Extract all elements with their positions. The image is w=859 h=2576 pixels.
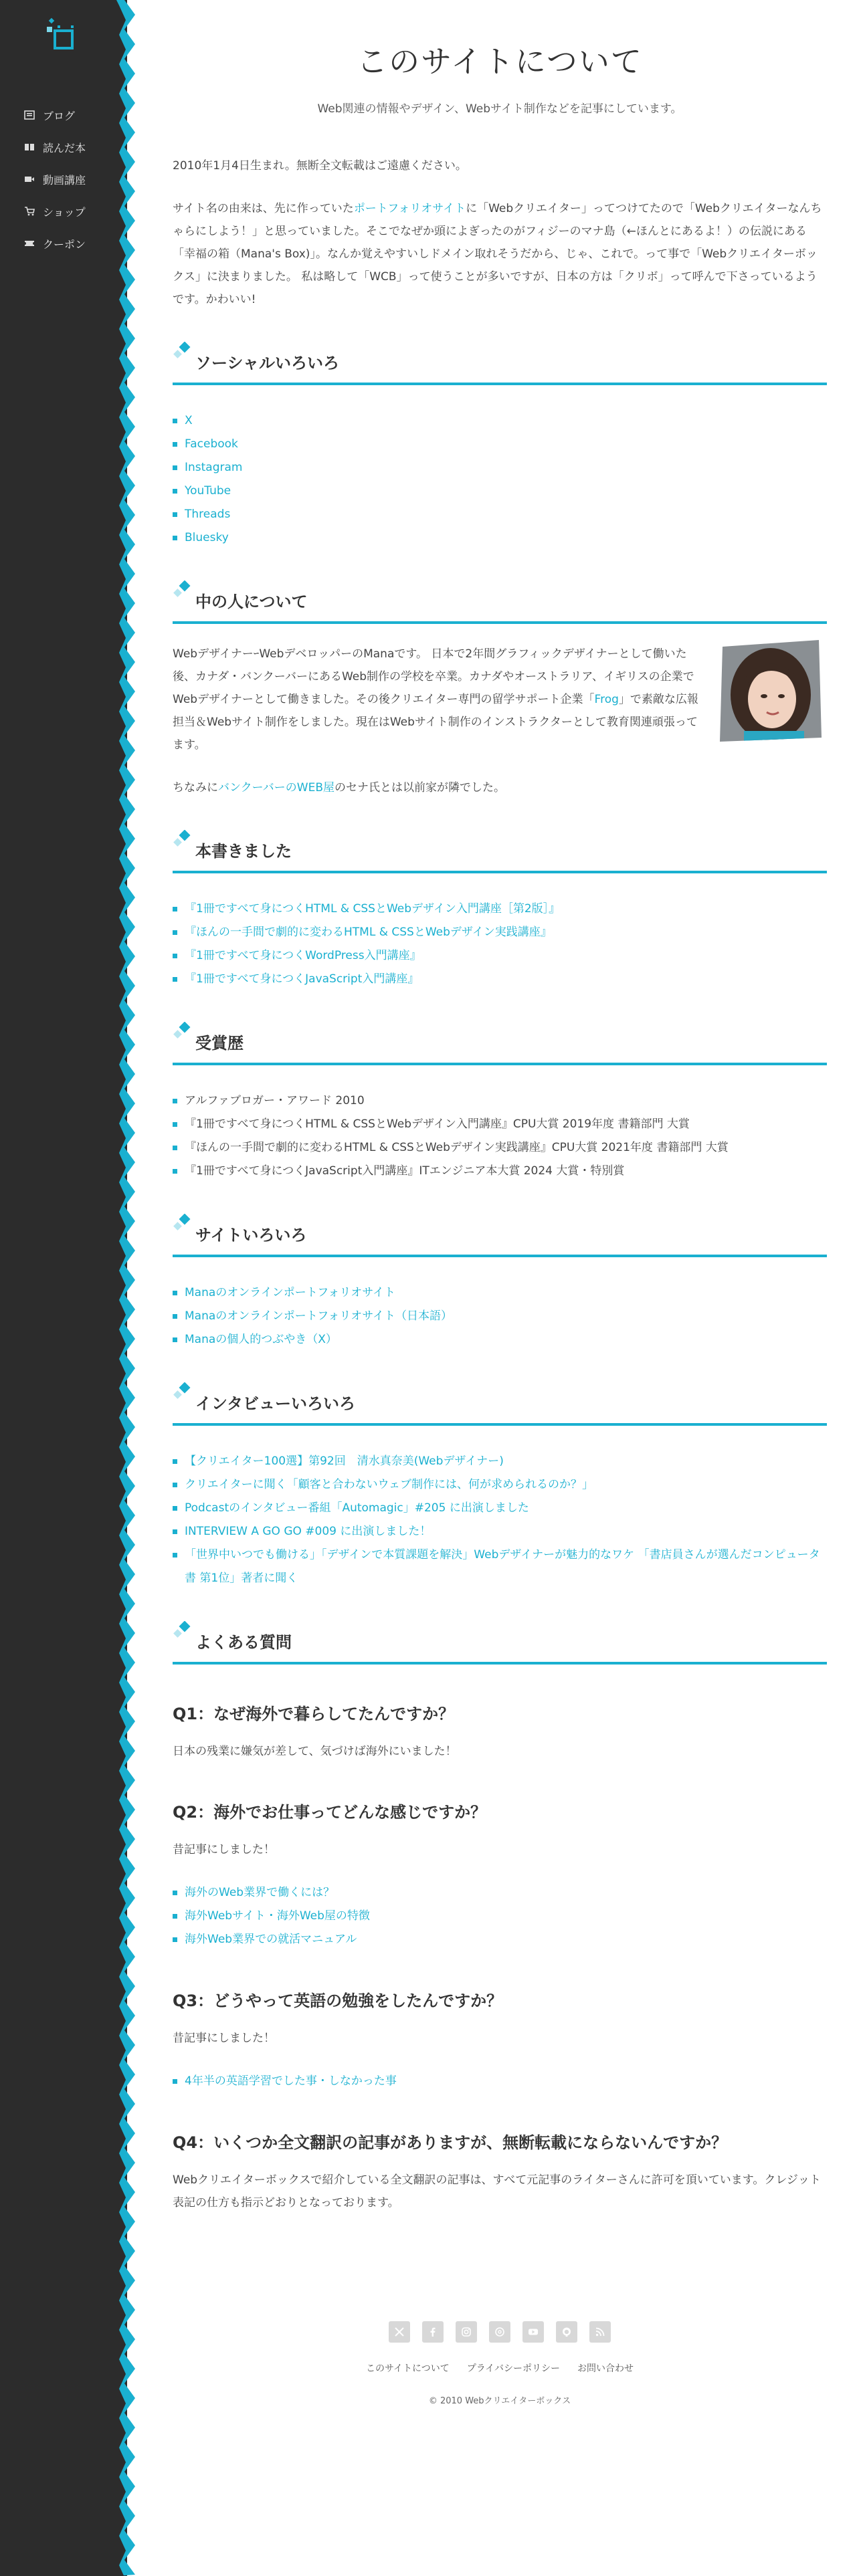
footer-link-about[interactable]: このサイトについて (365, 2363, 450, 2374)
list-item (173, 1281, 827, 1305)
avatar (717, 637, 824, 744)
list-item: 『1冊ですべて身につくHTML & CSSとWebデザイン入門講座』CPU大賞 2019年度 書籍部門 大賞 (173, 1113, 827, 1136)
footer-social-icons (173, 2321, 827, 2343)
page-subtitle: Web関連の情報やデザイン、Webサイト制作などを記事にしています。 (317, 102, 682, 116)
nav-label: クーポン (43, 237, 86, 251)
interview-link[interactable]: 「世界中いつでも働ける」「デザインで本質課題を解決」Webデザイナーが魅力的なワケ 「書店員さんが選んだコンピュータ書 第1位」著者に聞く (185, 1548, 820, 1585)
list-item (173, 897, 827, 921)
rss-icon[interactable] (589, 2321, 611, 2343)
diamond-deco-icon (173, 1214, 193, 1235)
intro-origin-text: サイト名の由来は、先に作っていた (173, 202, 354, 215)
faq-question-1: Q1：なぜ海外で暮らしてたんですか？ (173, 1705, 455, 1723)
list-item (173, 456, 827, 479)
diamond-deco-icon (173, 580, 193, 602)
diamond-deco-icon (173, 1022, 193, 1043)
section-heading-text: 本書きました (195, 842, 292, 861)
faq-link[interactable]: 4年半の英語学習でした事・しなかった事 (185, 2074, 397, 2088)
list-item (173, 1450, 827, 1473)
frog-link[interactable]: Frog (594, 693, 619, 706)
intro-origin (173, 197, 827, 311)
site-link[interactable]: Manaのオンラインポートフォリオサイト（日本語） (185, 1309, 453, 1323)
nav-label: 読んだ本 (43, 141, 86, 154)
diamond-deco-icon (173, 342, 193, 363)
faq-answer-1: 日本の残業に嫌気が差して、気づけば海外にいました！ (173, 1745, 457, 1758)
intro-birth: 2010年1月4日生まれ。無断全文転載はご遠慮ください。 (173, 159, 467, 173)
nav-item-coupon[interactable] (24, 227, 86, 259)
youtube-icon[interactable] (522, 2321, 544, 2343)
book-link[interactable]: 『ほんの一手間で劇的に変わるHTML & CSSとWebデザイン実践講座』 (185, 926, 552, 939)
faq-answer-3: 昔記事にしました！ (173, 2032, 275, 2045)
interview-link[interactable]: 【クリエイター100選】第92回 清水真奈美(Webデザイナー) (185, 1455, 504, 1468)
neighbor-text-part: のセナ氏とは以前家が隣でした。 (335, 781, 506, 794)
faq-answer-2: 昔記事にしました！ (173, 1843, 275, 1856)
list-item (173, 409, 827, 433)
footer-links (173, 2361, 827, 2375)
section-heading-text: ソーシャルいろいろ (195, 354, 340, 372)
list-item (173, 1305, 827, 1328)
list-item (173, 2070, 827, 2093)
list-item (173, 1328, 827, 1352)
faq-link[interactable]: 海外のWeb業界で働くには？ (185, 1886, 335, 1899)
books-list (173, 897, 827, 991)
list-item (173, 921, 827, 944)
vancouver-web-link[interactable]: バンクーバーのWEB屋 (218, 781, 335, 794)
faq-link[interactable]: 海外Web業界での就活マニュアル (185, 1933, 357, 1946)
faq-question-3: Q3：どうやって英語の勉強をしたんですか？ (173, 1992, 503, 2010)
nav-label: 動画講座 (43, 173, 86, 187)
social-list (173, 409, 827, 550)
interview-link[interactable]: INTERVIEW A GO GO #009 に出演しました！ (185, 1525, 432, 1538)
list-item (173, 433, 827, 456)
section-heading-about (173, 588, 827, 624)
footer (173, 2321, 827, 2406)
social-link-youtube[interactable]: YouTube (185, 484, 231, 498)
section-heading-sites (173, 1222, 827, 1257)
interview-link[interactable]: クリエイターに聞く「顧客と合わないウェブ制作には、何が求められるのか？」 (185, 1478, 593, 1491)
video-icon (24, 175, 40, 184)
section-heading-text: サイトいろいろ (195, 1226, 307, 1245)
footer-link-privacy[interactable]: プライバシーポリシー (466, 2363, 561, 2374)
facebook-icon[interactable] (422, 2321, 444, 2343)
section-heading-faq (173, 1629, 827, 1665)
nav-item-books[interactable] (24, 131, 86, 163)
site-link[interactable]: Manaの個人的つぶやき（X） (185, 1333, 337, 1346)
intro-origin-text: に「Webクリエイター」ってつけてたので「Webクリエイターなんちゃらにしよう！」と思っていました。そこでなぜか頭によぎったのがフィジーのマナ島（←ほんとにあるよ！）の伝説にある「幸福の箱（Mana's Box)」。なんか覚えやすいしドメイン取れそうだから、じゃ、これで。って事で「Webクリエイターボックス」に決まりました。 私は略して「WCB」って使うことが多いですが、日本の方は「クリボ」って呼んで下さっているようです。かわいい! (173, 202, 822, 306)
social-link-bluesky[interactable]: Bluesky (185, 531, 229, 544)
list-item: 『1冊ですべて身につくJavaScript入門講座』ITエンジニア本大賞 2024 大賞・特別賞 (173, 1160, 827, 1183)
list-item (173, 1928, 827, 1951)
site-link[interactable]: Manaのオンラインポートフォリオサイト (185, 1286, 396, 1299)
nav-label: ショップ (43, 205, 86, 219)
list-item (173, 1520, 827, 1543)
diamond-deco-icon (173, 1621, 193, 1642)
diamond-deco-icon (173, 830, 193, 851)
list-item: 『ほんの一手間で劇的に変わるHTML & CSSとWebデザイン実践講座』CPU大賞 2021年度 書籍部門 大賞 (173, 1136, 827, 1160)
neighbor-text-part: ちなみに (173, 781, 218, 794)
about-text-part: WebデザイナーｰWebデベロッパーのManaです。 日本で2年間グラフィックデザイナーとして働いた後、カナダ・バンクーバーにあるWeb制作の学校を卒業。カナダやオーストラリア、イギリスの企業でWebデザイナーとして働きました。その後クリエイター専門の留学サポート企業「 (173, 647, 694, 706)
sidebar (0, 0, 127, 2576)
sidebar-zigzag-edge (116, 0, 138, 2576)
section-heading-social (173, 350, 827, 385)
cart-icon (24, 207, 40, 216)
section-heading-awards (173, 1030, 827, 1065)
nav-label: ブログ (43, 109, 76, 122)
awards-list (173, 1089, 827, 1183)
faq-2-links (173, 1881, 827, 1951)
faq-question-4: Q4：いくつか全文翻訳の記事がありますが、無断転載にならないんですか？ (173, 2133, 728, 2152)
list-item (173, 968, 827, 991)
faq-answer-4: Webクリエイターボックスで紹介している全文翻訳の記事は、すべて元記事のライターさんに許可を頂いています。クレジット表記の仕方も指示どおりとなっております。 (173, 2173, 821, 2210)
social-link-instagram[interactable]: Instagram (185, 461, 243, 474)
diamond-deco-icon (173, 1382, 193, 1404)
list-item (173, 1881, 827, 1905)
book-link[interactable]: 『1冊ですべて身につくJavaScript入門講座』 (185, 972, 419, 986)
faq-3-links (173, 2070, 827, 2093)
list-item (173, 1543, 827, 1590)
section-heading-text: 受賞歴 (195, 1034, 244, 1053)
social-link-facebook[interactable]: Facebook (185, 437, 238, 451)
list-item (173, 944, 827, 968)
list-item (173, 1905, 827, 1928)
x-icon[interactable] (389, 2321, 410, 2343)
page-title: このサイトについて (357, 43, 643, 80)
nav-item-shop[interactable] (24, 195, 86, 227)
book-link[interactable]: 『1冊ですべて身につくWordPress入門講座』 (185, 949, 421, 962)
list-item (173, 1473, 827, 1497)
about-text-part: 」で素敵な広報担当＆Webサイト制作をしました。現在はWebサイト制作のインストラクターとして教育関連頑張ってます。 (173, 693, 698, 752)
footer-link-contact[interactable]: お問い合わせ (577, 2363, 634, 2374)
section-heading-interviews (173, 1390, 827, 1426)
faq-question-2: Q2：海外でお仕事ってどんな感じですか？ (173, 1803, 487, 1822)
list-item (173, 503, 827, 526)
sidebar-nav (24, 99, 86, 259)
social-link-x[interactable]: X (185, 414, 193, 427)
coupon-icon (24, 239, 40, 248)
threads-icon[interactable] (489, 2321, 510, 2343)
list-item (173, 1497, 827, 1520)
nav-item-blog[interactable] (24, 99, 86, 131)
portfolio-link[interactable]: ポートフォリオサイト (353, 202, 466, 215)
list-item (173, 479, 827, 503)
instagram-icon[interactable] (456, 2321, 477, 2343)
logo-icon[interactable] (41, 16, 82, 56)
book-icon (24, 142, 40, 152)
section-heading-text: インタビューいろいろ (195, 1394, 356, 1413)
list-item: アルファブロガー・アワード 2010 (173, 1089, 827, 1113)
list-item (173, 526, 827, 550)
copyright: © 2010 Webクリエイターボックス (428, 2396, 571, 2406)
interview-link[interactable]: Podcastのインタビュー番組「Automagic」#205 に出演しました (185, 1501, 529, 1515)
section-heading-books (173, 838, 827, 873)
blog-icon (24, 110, 40, 120)
about-text (173, 643, 705, 756)
about-row (173, 643, 827, 756)
sites-list (173, 1281, 827, 1352)
faq-link[interactable]: 海外Webサイト・海外Web屋の特徴 (185, 1909, 370, 1923)
neighbor-text (173, 776, 827, 799)
main-content (173, 0, 827, 2406)
book-link[interactable]: 『1冊ですべて身につくHTML & CSSとWebデザイン入門講座［第2版］』 (185, 902, 561, 916)
social-link-threads[interactable]: Threads (185, 508, 231, 521)
nav-item-video[interactable] (24, 163, 86, 195)
section-heading-text: 中の人について (195, 593, 308, 611)
section-heading-text: よくある質問 (195, 1633, 292, 1652)
interviews-list (173, 1450, 827, 1590)
github-icon[interactable] (556, 2321, 577, 2343)
